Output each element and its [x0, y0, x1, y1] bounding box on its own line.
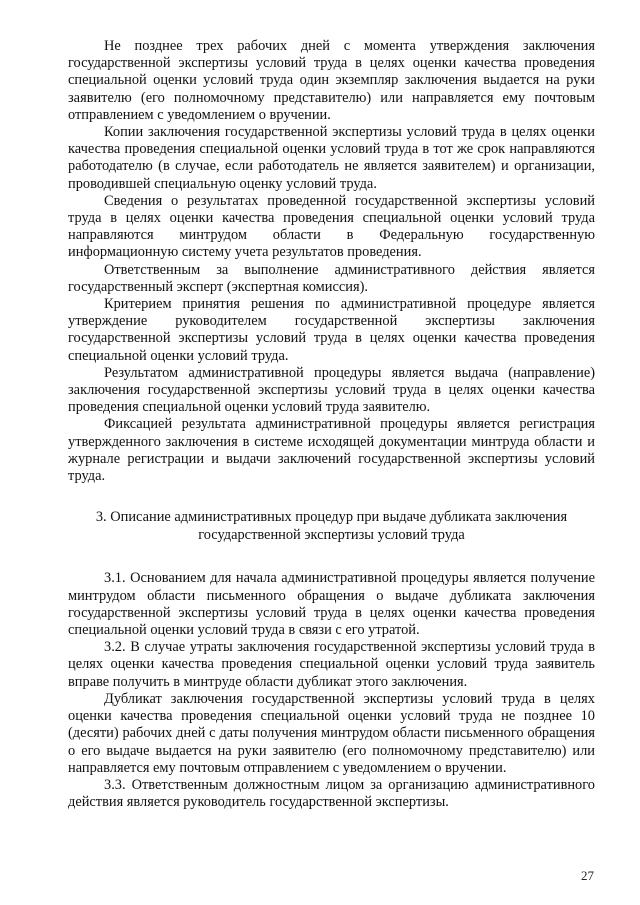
paragraph-duplicate-issue: Дубликат заключения государственной экспертизы условий труда в целях оценки качества проведения специальной оценки условий труда не позднее 10 (десяти) рабочих дней с даты получения минтрудом области письменного обращения о его выдаче выдается на руки заявителю (его полномочному представителю) или направляется ему почтовым отправлением с уведомлением о вручении. [68, 690, 595, 776]
paragraph-result-fixation: Фиксацией результата административной процедуры является регистрация утвержденного заключения в системе исходящей документации минтруда области и журнале регистрации и выдачи заключений государственной экспертизы условий труда. [68, 416, 595, 485]
paragraph-3-2: 3.2. В случае утраты заключения государственной экспертизы условий труда в целях оценки качества проведения специальной оценки условий труда заявитель вправе получить в минтруде области дубликат этого заключения. [68, 639, 595, 690]
document-page [68, 38, 595, 811]
paragraph-results-info: Сведения о результатах проведенной государственной экспертизы условий труда в целях оценки качества проведения специальной оценки условий труда направляются минтрудом области в Федеральную государственную информационную систему учета результатов проведения. [68, 192, 595, 261]
paragraph-responsible: Ответственным за выполнение административного действия является государственный эксперт (экспертная комиссия). [68, 261, 595, 295]
paragraph-3-1: 3.1. Основанием для начала административной процедуры является получение минтрудом области письменного обращения о выдаче дубликата заключения государственной экспертизы условий труда в целях оценки качества проведения специальной оценки условий труда в связи с его утратой. [68, 570, 595, 639]
page-number: 27 [581, 868, 594, 883]
paragraph-procedure-result: Результатом административной процедуры является выдача (направление) заключения государственной экспертизы условий труда в целях оценки качества проведения специальной оценки условий труда заявителю. [68, 364, 595, 416]
paragraph-issue-conclusion: Не позднее трех рабочих дней с момента утверждения заключения государственной экспертизы условий труда в целях оценки качества проведения специальной оценки условий труда один экземпляр заключения выдается на руки заявителю (его полномочному представителю) или направляется ему почтовым отправлением с уведомлением о вручении. [68, 38, 595, 123]
paragraph-decision-criterion: Критерием принятия решения по административной процедуре является утверждение руководителем государственной экспертизы заключения государственной экспертизы условий труда в целях оценки качества проведения специальной оценки условий труда. [68, 296, 595, 364]
paragraph-3-3: 3.3. Ответственным должностным лицом за организацию административного действия является руководитель государственной экспертизы. [68, 776, 595, 811]
paragraph-copies-conclusion: Копии заключения государственной экспертизы условий труда в целях оценки качества проведения специальной оценки условий труда в тот же срок направляются работодателю (в случае, если работодатель не является заявителем) и организации, проводившей специальную оценку условий труда. [68, 124, 595, 192]
section-heading: 3. Описание административных процедур при выдаче дубликата заключения государственной экспертизы условий труда [95, 509, 568, 543]
